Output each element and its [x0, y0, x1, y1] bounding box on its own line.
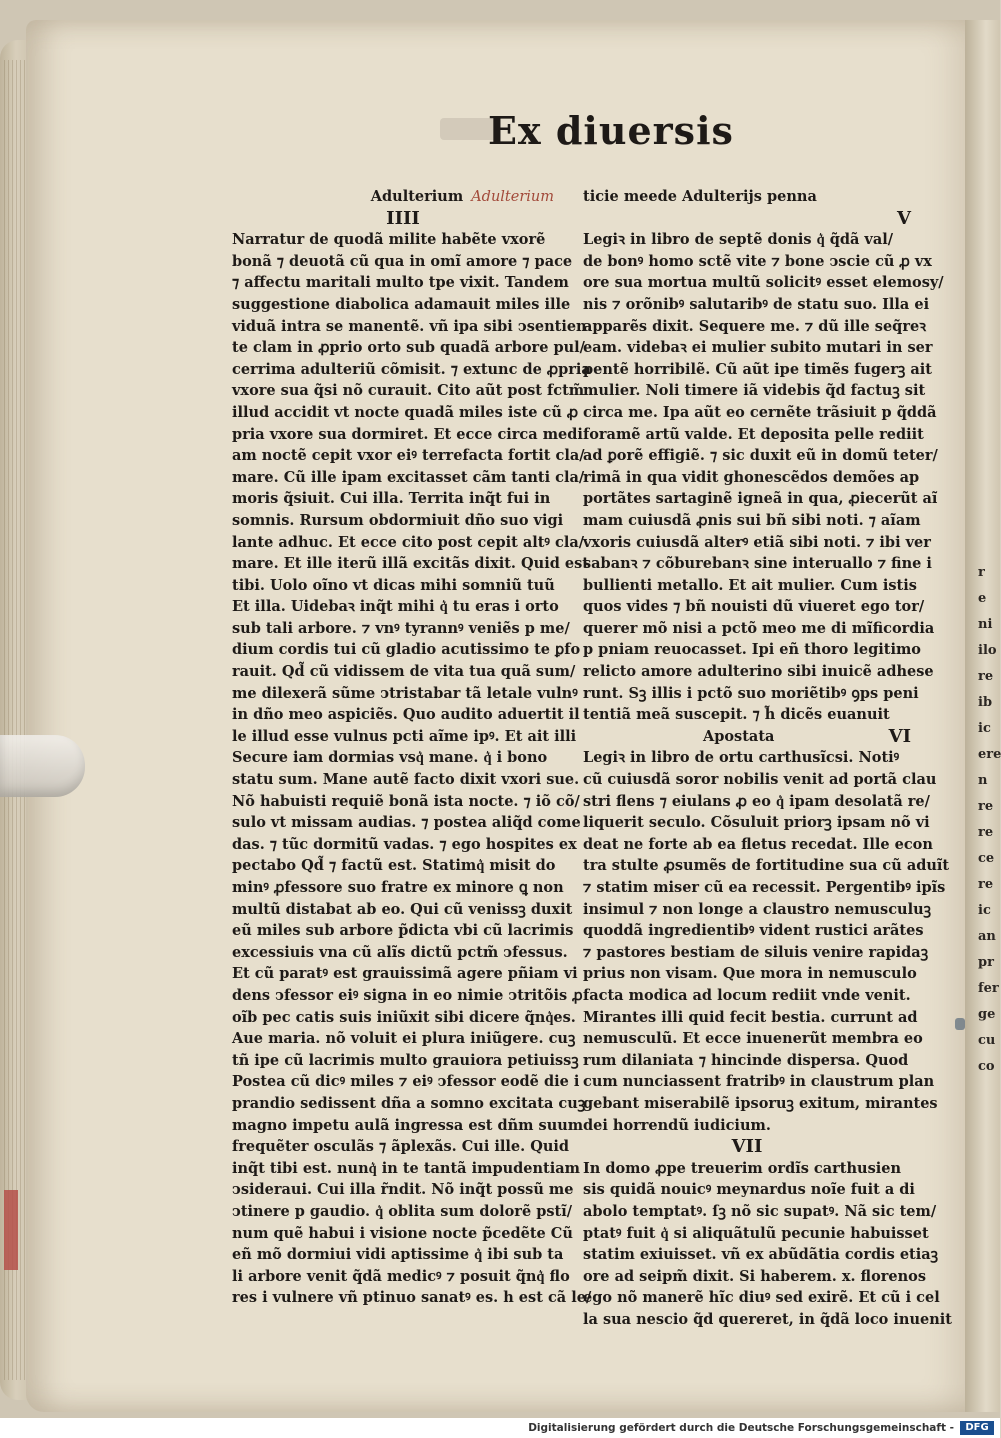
- fragment-line: ic: [978, 903, 991, 918]
- text-line: quos vides ⁊ bñ nouisti dũ viueret ego tor/: [583, 598, 925, 616]
- dfg-logo: DFG: [960, 1421, 994, 1435]
- text-line: dium cordis tui cũ gladio acutissimo te ꝑfo: [232, 641, 581, 659]
- fragment-line: re: [978, 877, 994, 892]
- text-line: vxore sua q̃si nõ curauit. Cito aũt post fctm̃: [232, 382, 585, 400]
- fragment-line: co: [978, 1059, 995, 1074]
- text-line: la sua nescio q̃d quereret, in q̃dã loco inuenit: [583, 1310, 952, 1328]
- text-line: eam. videbaꝛ ei mulier subito mutari in ser: [583, 339, 933, 357]
- text-line: sub tali arbore. ⁊ vnꝰ tyrannꝰ veniẽs p me/: [232, 619, 570, 637]
- handwritten-margin-note: Adulterium: [471, 189, 554, 205]
- text-line: prius non visam. Que mora in nemusculo: [583, 965, 917, 983]
- text-line: cũ cuiusdã soror nobilis venit ad portã clau: [583, 771, 937, 789]
- text-line: Secure iam dormias vsq͛ mane. q͛ i bono: [232, 749, 548, 767]
- text-line: me dilexerã sũme ↄtristabar tã letale vulnꝰ: [232, 684, 578, 702]
- text-line: relicto amore adulterino sibi inuicẽ adhese: [583, 663, 934, 681]
- text-line: das. ⁊ tũc dormitũ vadas. ⁊ ego hospites ex: [232, 835, 577, 853]
- text-line: Nõ habuisti requiẽ bonã ista nocte. ⁊ iõ cõ/: [232, 792, 580, 810]
- text-line: pentẽ horribilẽ. Cũ aũt ipe timẽs fugerꝫ ait: [583, 360, 932, 378]
- text-line: de bonꝰ homo sctẽ vite ⁊ bone ↄscie cũ ꝓ vx: [583, 252, 932, 270]
- text-line: oĩb pec catis suis iniũxit sibi dicere q̃nq͛es.: [232, 1008, 576, 1026]
- fragment-line: ic: [978, 721, 991, 736]
- text-line: eñ mõ dormiui vidi aptissime q͛ ibi sub ta: [232, 1246, 564, 1264]
- text-line: statim exiuisset. vñ ex abũdãtia cordis etiaꝫ: [583, 1246, 939, 1264]
- text-line: Legiꝛ in libro de ortu carthusĩcsi. Notiꝰ: [583, 749, 900, 767]
- text-line: excessiuis vna cũ alĩs dictũ pctm̃ ↄfessus.: [232, 943, 568, 961]
- right-text-column: [583, 186, 952, 1330]
- text-line: ore sua mortua multũ solicitꝰ esset elemosy/: [583, 274, 944, 292]
- text-line: Narratur de quodã milite habẽte vxorẽ: [232, 231, 546, 249]
- text-line: ptatꝰ fuit q͛ si aliquãtulũ pecunie habuisset: [583, 1224, 929, 1242]
- text-line: in dño meo aspiciẽs. Quo audito aduertit il: [232, 706, 580, 724]
- right-page-fragments: [978, 560, 1000, 1080]
- fragment-line: re: [978, 799, 994, 814]
- section-numeral: VI: [888, 725, 911, 747]
- text-line: lante adhuc. Et ecce cito post cepit altꝰ cla/: [232, 533, 585, 551]
- text-line: li arbore venit q̃dã medicꝰ ⁊ posuit q̃nq͛ flo: [232, 1267, 570, 1285]
- text-line: mam cuiusdã ꝓnis sui bñ sibi noti. ⁊ aĩam: [583, 511, 921, 529]
- fragment-line: e: [978, 591, 987, 606]
- text-line: res i vulnere vñ ptinuo sanatꝰ es. h est cã le/: [232, 1289, 592, 1307]
- running-head: Ex diuersis: [488, 108, 734, 153]
- text-line: vxoris cuiusdã alterꝰ etiã sibi noti. ⁊ ibi ver: [583, 533, 931, 551]
- text-line: deat ne forte ab ea fletus recedat. Ille econ: [583, 835, 933, 853]
- left-text-column: [232, 186, 592, 1309]
- fragment-line: ib: [978, 695, 993, 710]
- text-line: rimã in qua vidit ghonescẽdos demões ap: [583, 468, 920, 486]
- text-line: tra stulte ꝓsumẽs de fortitudine sua cũ aduĩt: [583, 857, 950, 875]
- fragment-line: pr: [978, 955, 994, 970]
- fragment-line: r: [978, 565, 985, 580]
- text-line: cum nunciassent fratribꝰ in claustrum plan: [583, 1073, 935, 1091]
- text-line: In domo ꝓpe treuerim ordĩs carthusien: [583, 1159, 902, 1177]
- text-line: portãtes sartaginẽ igneã in qua, ꝓiecerũt aĩ: [583, 490, 938, 508]
- text-line: statu sum. Mane autẽ facto dixit vxori sue.: [232, 771, 580, 789]
- text-line: dei horrendũ iudicium.: [583, 1116, 771, 1134]
- text-line: sulo vt missam audias. ⁊ postea aliq̃d come: [232, 814, 581, 832]
- text-line: mare. Cũ ille ipam excitasset cãm tanti cla/: [232, 468, 585, 486]
- text-line: ad ꝑorẽ effigiẽ. ⁊ sic duxit eũ in domũ teter/: [583, 447, 938, 465]
- text-line: ↄtinere p gaudio. q͛ oblita sum dolorẽ pstĩ/: [232, 1202, 573, 1220]
- text-line: le illud esse vulnus pcti aĩme ipꝰ. Et ait illi: [232, 727, 577, 745]
- text-line: prandio sedissent dña a somno excitata cuꝫ: [232, 1094, 586, 1112]
- fragment-line: fer: [978, 981, 999, 996]
- text-line: tibi. Uolo oĩno vt dicas mihi somniũ tuũ: [232, 576, 555, 594]
- text-line: mulier. Noli timere iã videbis q̃d factuꝫ sit: [583, 382, 926, 400]
- handwritten-margin-note: de Adulterijs penna: [657, 188, 817, 205]
- text-line: gebant miserabilẽ ipsoruꝫ exitum, mirantes: [583, 1094, 938, 1112]
- text-line: ego nõ manerẽ hĩc diuꝰ sed exirẽ. Et cũ i cel: [583, 1289, 940, 1307]
- text-line: Postea cũ dicꝰ miles ⁊ eiꝰ ↄfessor eodẽ die i: [232, 1073, 580, 1091]
- fragment-line: re: [978, 669, 994, 684]
- text-line: sis quidã nouicꝰ meynardus noĩe fuit a di: [583, 1181, 915, 1199]
- text-line: Et cũ paratꝰ est grauissimã agere pñiam vi: [232, 965, 578, 983]
- text-line: pria vxore sua dormiret. Et ecce circa medi: [232, 425, 583, 443]
- holding-clip: [0, 735, 85, 797]
- text-line: moris q̃siuit. Cui illa. Territa inq̃t fui in: [232, 490, 551, 508]
- text-line: ore ad seipm̃ dixit. Si haberem. x. florenos: [583, 1267, 927, 1285]
- text-line: insimul ⁊ non longe a claustro nemusculuꝫ: [583, 900, 932, 918]
- text-line: abolo temptatꝰ. ſꝫ nõ sic supatꝰ. Nã sic tem/: [583, 1202, 937, 1220]
- text-line: multũ distabat ab eo. Qui cũ venissꝫ duxit: [232, 900, 573, 918]
- text-line: inq̃t tibi est. nunq͛ in te tantã impudentiam: [232, 1159, 580, 1177]
- text-line: Mirantes illi quid fecit bestia. currunt ad: [583, 1008, 918, 1026]
- text-line: p pniam reuocasset. Ipi eñ thoro legitimo: [583, 641, 921, 659]
- text-line: sabanꝛ ⁊ cõburebanꝛ sine interuallo ⁊ fine i: [583, 555, 932, 573]
- text-line: eũ miles sub arbore p̃dicta vbi cũ lacrimis: [232, 922, 574, 940]
- fragment-line: n: [978, 773, 988, 788]
- text-line: circa me. Ipa aũt eo cernẽte trãsiuit p q̃ddã: [583, 403, 937, 421]
- fragment-line: ilo: [978, 643, 997, 658]
- text-line: bullienti metallo. Et ait mulier. Cum istis: [583, 576, 917, 594]
- text-line: querer mõ nisi a pctõ meo me di mĩficordia: [583, 619, 935, 637]
- section-numeral: V: [897, 207, 911, 229]
- fragment-line: ce: [978, 851, 995, 866]
- text-line: quoddã ingredientibꝰ vident rustici arãtes: [583, 922, 924, 940]
- text-line: rum dilaniata ⁊ hincinde dispersa. Quod: [583, 1051, 909, 1069]
- text-line: tentiã meã suscepit. ⁊ h̃ dicẽs euanuit: [583, 706, 890, 724]
- text-line: frequẽter osculãs ⁊ ãplexãs. Cui ille. Quid: [232, 1138, 570, 1156]
- text-line: Et illa. Uidebaꝛ inq̃t mihi q͛ tu eras i orto: [232, 598, 559, 616]
- text-line: nis ⁊ orõnibꝰ salutaribꝰ de statu suo. Illa ei: [583, 295, 930, 313]
- text-line: Legiꝛ in libro de septẽ donis q͛ q̃dã val/: [583, 231, 894, 249]
- fragment-line: cu: [978, 1033, 996, 1048]
- fragment-line: an: [978, 929, 996, 944]
- text-line: dens ↄfessor eiꝰ signa in eo nimie ↄtritõis ꝓ: [232, 986, 583, 1004]
- text-line: nemusculũ. Et ecce inuenerũt membra eo: [583, 1030, 923, 1048]
- fragment-line: re: [978, 825, 994, 840]
- fragment-line: ge: [978, 1007, 996, 1022]
- text-line: mare. Et ille iterũ illã excitãs dixit. Quid est: [232, 555, 589, 573]
- text-line: foramẽ artũ valde. Et deposita pelle rediit: [583, 425, 924, 443]
- funding-notice: Digitalisierung gefördert durch die Deutsche Forschungsgemeinschaft -: [528, 1422, 954, 1434]
- text-line: liquerit seculo. Cõsuluit priorꝫ ipsam nõ vi: [583, 814, 930, 832]
- text-line: bonã ⁊ deuotã cũ qua in omĩ amore ⁊ pace: [232, 252, 573, 270]
- section-numeral: VII: [731, 1136, 763, 1158]
- text-line: facta modica ad locum rediit vnde venit.: [583, 986, 911, 1004]
- text-line: tñ ipe cũ lacrimis multo grauiora petiuissꝫ: [232, 1051, 579, 1069]
- text-line: Apostata: [703, 727, 775, 745]
- text-line: runt. Sꝫ illis i pctõ suo moriẽtibꝰ ꝯps peni: [583, 684, 919, 702]
- text-line: viduã intra se manentẽ. vñ ipa sibi ↄsentien: [232, 317, 587, 335]
- footer-bar: [0, 1418, 1000, 1438]
- text-line: cerrima adulteriũ cõmisit. ⁊ extunc de ꝓpria: [232, 360, 591, 378]
- red-spine-mark: [4, 1190, 18, 1270]
- text-line: num quẽ habui i visione nocte p̃cedẽte Cũ: [232, 1224, 573, 1242]
- text-line: Adulterium Adulterium: [370, 188, 554, 205]
- text-line: somnis. Rursum obdormiuit dño suo vigi: [232, 511, 564, 529]
- text-line: pectabo Qd̃ ⁊ factũ est. Statimq͛ misit do: [232, 857, 556, 875]
- text-line: te clam in ꝓprio orto sub quadã arbore pul/: [232, 339, 585, 357]
- text-line: magno impetu aulã ingressa est dñm suum: [232, 1116, 584, 1134]
- text-line: ↄsideraui. Cui illa r̃ndit. Nõ inq̃t possũ me: [232, 1181, 574, 1199]
- text-line: ticie meede Adulterijs penna: [583, 188, 817, 205]
- text-line: apparẽs dixit. Sequere me. ⁊ dũ ille seq̃reꝛ: [583, 317, 927, 335]
- section-numeral: IIII: [386, 207, 420, 229]
- text-line: stri flens ⁊ eiulans ꝓ eo q͛ ipam desolatã re/: [583, 792, 930, 810]
- ink-fleck: [955, 1018, 965, 1030]
- text-line: Aue maria. nõ voluit ei plura iniũgere. cuꝫ: [232, 1030, 576, 1048]
- text-line: minꝰ ꝓfessore suo fratre ex minore ꝗ non: [232, 879, 564, 896]
- text-line: ⁊ pastores bestiam de siluis venire rapidaꝫ: [583, 943, 929, 961]
- text-line: am noctẽ cepit vxor eiꝰ terrefacta fortit cla/: [232, 447, 585, 465]
- text-line: ⁊ affectu maritali multo tpe vixit. Tandem: [232, 274, 569, 292]
- fragment-line: ere: [978, 747, 1001, 762]
- text-line: ⁊ statim miser cũ ea recessit. Pergentibꝰ ipĩs: [583, 879, 946, 896]
- fragment-line: ni: [978, 617, 993, 632]
- text-line: suggestione diabolica adamauit miles ille: [232, 295, 571, 313]
- text-line: illud accidit vt nocte quadã miles iste cũ ꝓ: [232, 403, 579, 421]
- text-line: rauit. Qd̃ cũ vidissem de vita tua quã sum/: [232, 663, 576, 681]
